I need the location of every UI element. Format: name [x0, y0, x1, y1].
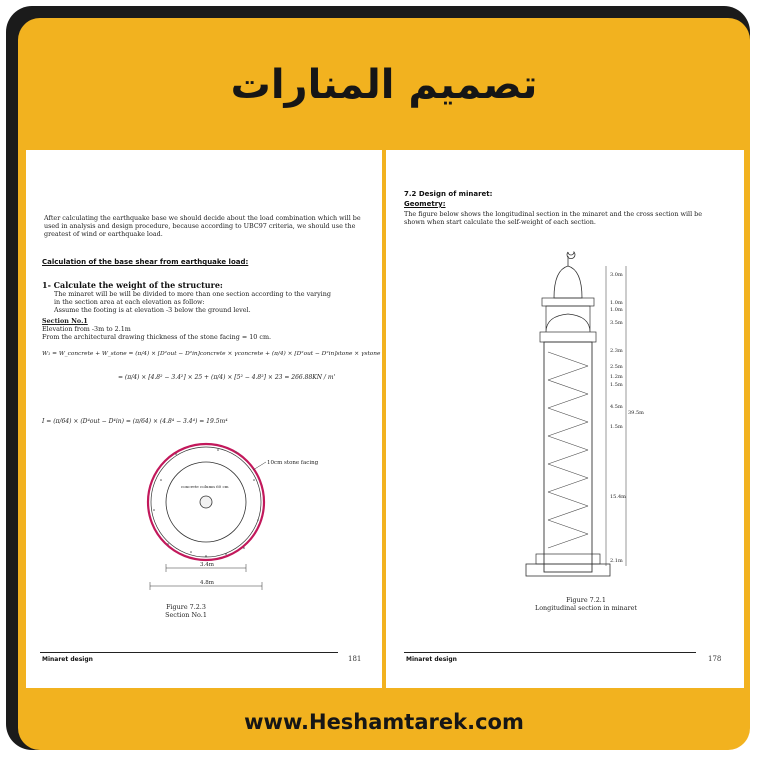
dim-label-5: 2.3m [610, 348, 623, 354]
figure-caption-number: Figure 7.2.1 [566, 596, 606, 604]
weight-result-equation: = (π/4) × [4.8² − 3.4²] × 25 + (π/4) × [5² − 4.8²] × 23 = 266.88KN / m' [118, 374, 336, 381]
top-dome [554, 266, 582, 298]
dim-label-12: 2.1m [610, 558, 623, 564]
figure-caption-title: Longitudinal section in minaret [534, 604, 638, 612]
cross-section-diagram [126, 440, 319, 600]
minaret-longitudinal-section [506, 236, 646, 596]
right-page-number: 178 [708, 655, 722, 663]
footing [526, 564, 610, 576]
step-line-1: The minaret will be will be divided to more than one section according to the varying [54, 290, 331, 298]
stone-leader-line [253, 462, 266, 470]
step-line-2: in the section area at each elevation as follow: [54, 298, 205, 306]
dim-label-8: 1.5m [610, 382, 623, 388]
geometry-heading: Geometry: [404, 200, 446, 208]
dim-label-10: 1.5m [610, 424, 623, 430]
column-label: concrete column 60 cm [181, 484, 229, 489]
website-url: www.Heshamtarek.com [244, 710, 524, 734]
step-line-3: Assume the footing is at elevation -3 below the ground level. [54, 306, 251, 314]
dim-label-7: 1.2m [610, 374, 623, 380]
outer-dimension: 4.8m [200, 580, 214, 586]
dim-label-9: 4.5m [610, 404, 623, 410]
upper-cap-band [542, 298, 594, 306]
elevation-text: Elevation from -3m to 2.1m [42, 325, 131, 333]
left-footer-label: Minaret design [42, 656, 93, 663]
inner-dimension: 3.4m [200, 562, 214, 568]
inertia-equation: I = (π/64) × (D⁴out − D⁴in) = (π/64) × (4.8⁴ − 3.4⁴) = 19.5m⁴ [42, 418, 228, 425]
dim-label-2: 1.0m [610, 300, 623, 306]
total-height-label: 39.5m [628, 410, 644, 416]
section-title: Section No.1 [42, 317, 88, 325]
intro-paragraph: After calculating the earthquake base we should decide about the load combination which will be used in analysis and design procedure, because according to UBC97 criteria, we should use the greatest of wind or earthquake load. [44, 214, 361, 238]
base-shear-heading: Calculation of the base shear from earthquake load: [42, 258, 249, 266]
balcony-band [540, 332, 596, 342]
footer-rule [40, 652, 338, 653]
dim-label-11: 15.4m [610, 494, 626, 500]
dim-label-6: 2.5m [610, 364, 623, 370]
step-title: 1- Calculate the weight of the structure: [42, 280, 223, 290]
top-arch [546, 306, 590, 332]
spiral-stair [548, 352, 588, 548]
footer-rule [404, 652, 696, 653]
right-document-page [386, 150, 744, 688]
base-plinth [536, 554, 600, 564]
left-page-number: 181 [348, 655, 362, 663]
dim-label-4: 3.5m [610, 320, 623, 326]
stone-facing-note: From the architectural drawing thickness of the stone facing = 10 cm. [42, 333, 272, 341]
geometry-line-2: shown when start calculate the self-weight of each section. [404, 218, 596, 226]
geometry-line-1: The figure below shows the longitudinal section in the minaret and the cross section will be [404, 210, 703, 218]
center-column [200, 496, 212, 508]
stone-facing-label: 10cm stone facing [267, 460, 319, 466]
figure-caption-title: Section No.1 [165, 611, 207, 619]
dim-label-3: 1.0m [610, 307, 623, 313]
page-title: تصميم المنارات [230, 62, 538, 108]
design-heading: 7.2 Design of minaret: [404, 190, 493, 198]
right-footer-label: Minaret design [406, 656, 457, 663]
dim-label-1: 3.0m [610, 272, 623, 278]
weight-equation: W₁ = W_concrete + W_stone = (π/4) × [D²out − D²in]concrete × γconcrete + (π/4) × [D²out − D²in]stone × γstone [42, 351, 381, 357]
figure-caption-number: Figure 7.2.3 [166, 603, 206, 611]
left-document-page [26, 150, 382, 688]
